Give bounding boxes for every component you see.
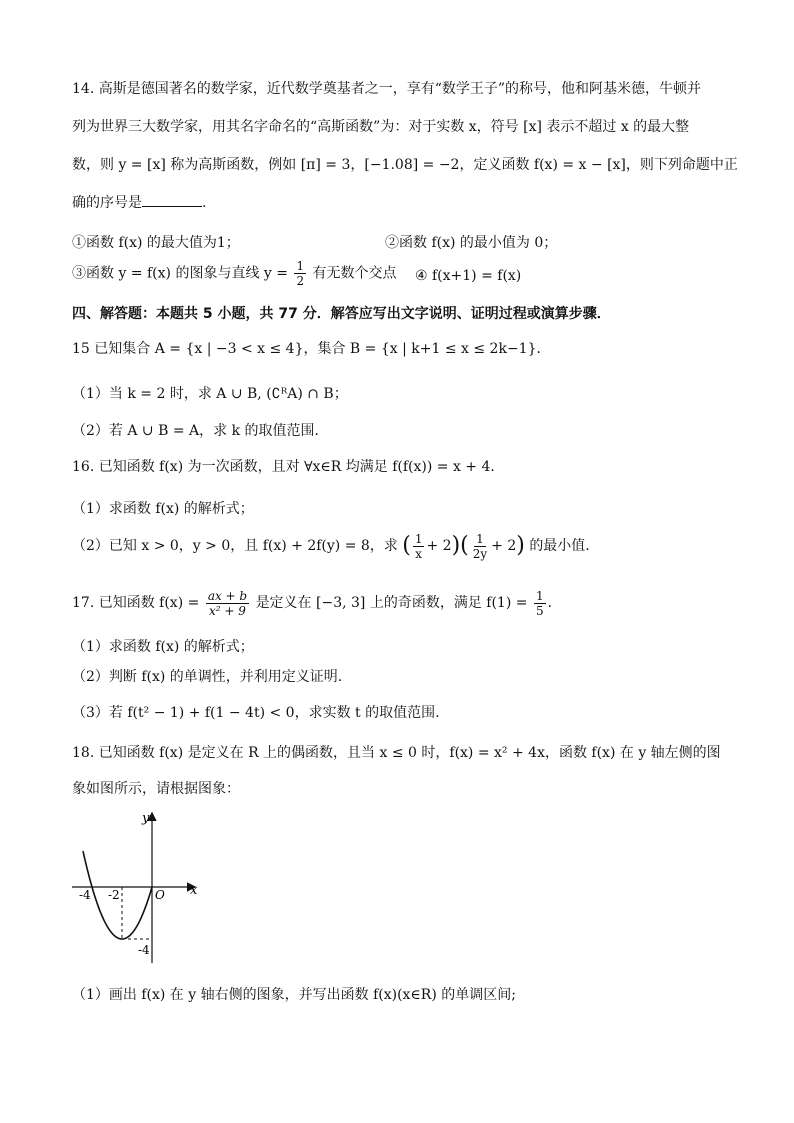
plus-two-1: + 2 [426,538,452,554]
q17-part3: （3）若 f(t² − 1) + f(1 − 4t) < 0，求实数 t 的取值范围. [72,705,440,721]
q15-stem: 15 已知集合 A = {x | −3 < x ≤ 4}，集合 B = {x | k+1 ≤ x ≤ 2k−1}． [72,341,551,357]
q14-line3: 数，则 y = [x] 称为高斯函数，例如 [π] = 3，[−1.08] = −2，定义函数 f(x) = x − [x]，则下列命题中正 [72,157,738,173]
q15-part1: （1）当 k = 2 时，求 A ∪ B, (∁ᴿA) ∩ B； [72,386,348,402]
q14-line4-end: . [202,195,207,211]
q17-stem-a: 17. 已知函数 f(x) = [72,595,200,611]
paren-close-1: ) [451,533,461,558]
q16-part1: （1）求函数 f(x) 的解析式； [72,501,254,517]
fraction-num: 1 [296,259,305,273]
q14-line2: 列为世界三大数学家，用其名字命名的“高斯函数”为：对于实数 x，符号 [x] 表示不超过 x 的最大整 [72,119,690,135]
fraction-num: ax + b [207,588,248,603]
q14-option-2: ②函数 f(x) 的最小值为 0； [385,235,558,251]
paren-open-2: ( [460,533,469,558]
q17-stem [72,586,552,620]
fraction-num: 1 [414,531,423,546]
tick-label-neg2: -2 [108,888,120,902]
fraction-1-over-x [413,532,425,561]
q16-part2-text-b: 的最小值. [529,538,590,554]
q14-line1: 14. 高斯是德国著名的数学家，近代数学奠基者之一，享有“数学王子”的称号，他和阿基米德，牛顿并 [72,81,702,97]
q17-part1: （1）求函数 f(x) 的解析式； [72,639,254,655]
tick-label-y-neg4: -4 [138,943,150,957]
origin-label: O [155,888,165,902]
q14-option-3 [72,259,397,288]
q17-stem-d: . [547,595,553,611]
fraction-ax-b [206,589,249,618]
q18-part1: （1）画出 f(x) 在 y 轴右侧的图象，并写出函数 f(x)(x∈R) 的单调区间; [72,987,516,1003]
q14-option-3-text-a: ③函数 y = f(x) 的图象与直线 y = [72,265,288,282]
q16-part2-text-a: （2）已知 x > 0，y > 0，且 f(x) + 2f(y) = 8，求 [72,538,398,554]
fraction-den: x² + 9 [209,603,246,618]
q14-line4 [72,194,206,212]
x-axis-label: x [190,883,198,898]
q14-option-3-text-b: 有无数个交点 [312,265,397,282]
q18-line2: 象如图所示，请根据图象： [72,781,240,797]
fraction-den: 2y [472,546,488,561]
paren-close-2: ) [516,533,525,558]
tick-label-neg4: -4 [79,888,91,902]
q15-part2: （2）若 A ∪ B = A，求 k 的取值范围． [72,423,329,439]
q16-part2 [72,526,590,566]
paren-open-1: ( [402,533,411,558]
q18-line1: 18. 已知函数 f(x) 是定义在 R 上的偶函数，且当 x ≤ 0 时，f(x) = x² + 4x，函数 f(x) 在 y 轴左侧的图 [72,745,721,761]
q14-option-1: ①函数 f(x) 的最大值为1； [72,235,240,251]
plus-two-2: + 2 [491,538,517,554]
q18-graph [68,808,208,968]
fraction-half [294,259,306,288]
fraction-num: 1 [476,531,484,546]
fraction-den: x [415,546,423,561]
q16-stem: 16. 已知函数 f(x) 为一次函数，且对 ∀x∈R 均满足 f(f(x)) = x + 4． [72,459,505,475]
q17-stem-b: 是定义在 [−3, 3] 上的奇函数，满足 f(1) = [255,595,528,611]
answer-blank [142,194,202,207]
q14-option-4: ④ f(x+1) = f(x) [415,268,522,284]
fraction-one-fifth [534,589,546,618]
fraction-den: 5 [535,603,544,618]
q17-part2: （2）判断 f(x) 的单调性，并利用定义证明. [72,669,343,685]
q14-line4-text: 确的序号是 [72,195,142,211]
fraction-den: 2 [296,274,305,288]
y-axis-label: y [142,811,150,826]
section-header: 四、解答题：本题共 5 小题，共 77 分．解答应写出文字说明、证明过程或演算步骤． [72,306,611,322]
fraction-1-over-2y [471,532,489,561]
fraction-num: 1 [535,588,544,603]
